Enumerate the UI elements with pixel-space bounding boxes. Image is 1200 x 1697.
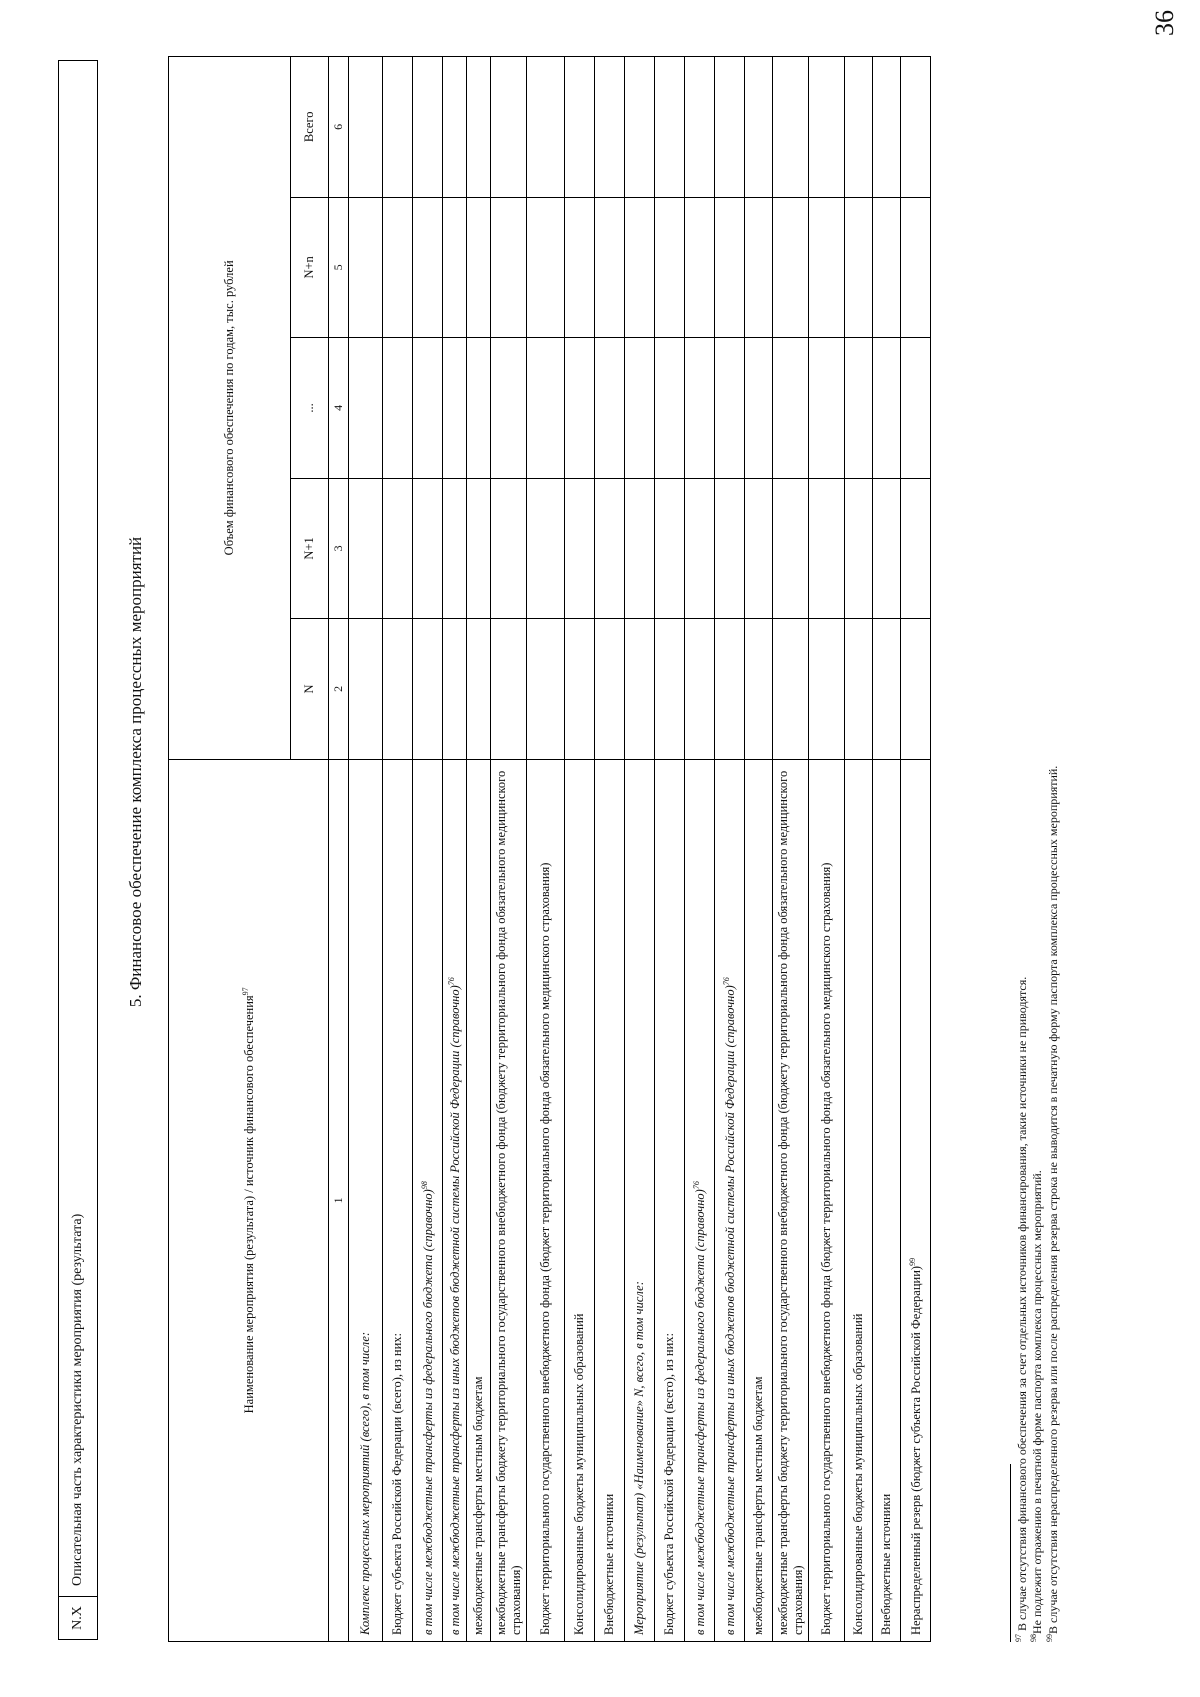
value-cell[interactable] xyxy=(901,197,931,338)
footnote-ref: 99 xyxy=(907,1257,917,1266)
row-label-text: Комплекс процессных мероприятий (всего), в том числе: xyxy=(358,1331,373,1635)
col-number: 2 xyxy=(329,619,349,760)
value-cell[interactable] xyxy=(845,197,873,338)
section-title: 5. Финансовое обеспечение комплекса процессных мероприятий xyxy=(126,536,145,1008)
value-cell[interactable] xyxy=(349,619,383,760)
value-cell[interactable] xyxy=(873,197,901,338)
row-label-text: межбюджетные трансферты бюджету территориального государственного внебюджетного фонда (бюджету территориального фонда обязательного медицинского страхования) xyxy=(776,770,805,1635)
year-header-n: N xyxy=(291,619,329,760)
footnote-ref: 97 xyxy=(240,987,250,996)
value-cell[interactable] xyxy=(565,57,595,198)
value-cell[interactable] xyxy=(715,619,745,760)
value-cell[interactable] xyxy=(383,197,413,338)
value-cell[interactable] xyxy=(413,197,443,338)
row-label xyxy=(443,759,467,1641)
year-header-ellipsis: ... xyxy=(291,338,329,479)
table-row xyxy=(655,57,685,1642)
value-cell[interactable] xyxy=(349,57,383,198)
value-cell[interactable] xyxy=(625,57,655,198)
value-cell[interactable] xyxy=(443,57,467,198)
row-label xyxy=(349,759,383,1641)
header-name-cell xyxy=(169,759,329,1641)
row-label xyxy=(715,759,745,1641)
value-cell[interactable] xyxy=(565,197,595,338)
table-row xyxy=(773,57,809,1642)
row-label-text: Внебюджетные источники xyxy=(602,1493,617,1635)
value-cell[interactable] xyxy=(873,57,901,198)
measure-description-box xyxy=(58,60,98,1640)
row-label-text: в том числе межбюджетные трансферты из федерального бюджета (справочно) xyxy=(420,1189,435,1635)
value-cell[interactable] xyxy=(467,57,491,198)
value-cell[interactable] xyxy=(491,619,527,760)
row-label xyxy=(491,759,527,1641)
footnote-number: 98 xyxy=(1029,1634,1039,1642)
row-label-text: Нераспределенный резерв (бюджет субъекта Российской Федерации) xyxy=(908,1265,923,1635)
value-cell[interactable] xyxy=(625,338,655,479)
row-label-text: межбюджетные трансферты местным бюджетам xyxy=(751,1376,766,1635)
row-label-text: Бюджет субъекта Российской Федерации (всего), из них: xyxy=(390,1332,405,1635)
value-cell[interactable] xyxy=(773,478,809,619)
value-cell[interactable] xyxy=(715,197,745,338)
value-cell[interactable] xyxy=(655,57,685,198)
row-label xyxy=(845,759,873,1641)
table-row xyxy=(413,57,443,1642)
header-volume-cell: Объем финансового обеспечения по годам, тыс. рублей xyxy=(169,57,291,760)
value-cell[interactable] xyxy=(773,619,809,760)
value-cell[interactable] xyxy=(527,57,565,198)
value-cell[interactable] xyxy=(527,338,565,479)
value-cell[interactable] xyxy=(873,338,901,479)
table-row xyxy=(565,57,595,1642)
value-cell[interactable] xyxy=(413,478,443,619)
value-cell[interactable] xyxy=(773,197,809,338)
footnote-number: 97 xyxy=(1014,1634,1023,1642)
table-row xyxy=(809,57,845,1642)
footnote-separator xyxy=(1010,1464,1011,1642)
footnote-99 xyxy=(1045,82,1060,1642)
value-cell[interactable] xyxy=(745,57,773,198)
value-cell[interactable] xyxy=(443,619,467,760)
row-label xyxy=(625,759,655,1641)
value-cell[interactable] xyxy=(383,338,413,479)
footnote-ref: 76 xyxy=(721,977,731,986)
value-cell[interactable] xyxy=(809,338,845,479)
value-cell[interactable] xyxy=(685,338,715,479)
header-name-text: Наименование мероприятия (результата) / источник финансового обеспечения xyxy=(241,995,256,1414)
row-label-text: Бюджет территориального государственного внебюджетного фонда (бюджет территориального фонда обязательного медицинского страхования) xyxy=(538,862,553,1635)
row-label xyxy=(655,759,685,1641)
table-row xyxy=(685,57,715,1642)
value-cell[interactable] xyxy=(595,338,625,479)
measure-number-cell: N.X xyxy=(59,1596,97,1639)
row-label xyxy=(745,759,773,1641)
value-cell[interactable] xyxy=(873,478,901,619)
value-cell[interactable] xyxy=(349,197,383,338)
row-label-text: в том числе межбюджетные трансферты из иных бюджетов бюджетной системы Российской Федерации (справочно) xyxy=(447,985,462,1635)
row-label-text: межбюджетные трансферты местным бюджетам xyxy=(471,1376,486,1635)
table-row xyxy=(715,57,745,1642)
row-label xyxy=(467,759,491,1641)
value-cell[interactable] xyxy=(349,478,383,619)
value-cell[interactable] xyxy=(625,197,655,338)
value-cell[interactable] xyxy=(413,57,443,198)
col-number: 5 xyxy=(329,197,349,338)
value-cell[interactable] xyxy=(685,197,715,338)
value-cell[interactable] xyxy=(595,57,625,198)
value-cell[interactable] xyxy=(443,478,467,619)
financing-table xyxy=(168,56,931,1642)
value-cell[interactable] xyxy=(625,619,655,760)
table-row xyxy=(527,57,565,1642)
footnote-text: В случае отсутствия нераспределенного резерва или после распределения резерва строка не выводится в печатную форму паспорта комплекса процессных мероприятий. xyxy=(1045,765,1060,1634)
col-number: 4 xyxy=(329,338,349,479)
value-cell[interactable] xyxy=(467,478,491,619)
value-cell[interactable] xyxy=(565,338,595,479)
row-label-text: Внебюджетные источники xyxy=(879,1493,894,1635)
row-label xyxy=(901,759,931,1641)
value-cell[interactable] xyxy=(685,478,715,619)
value-cell[interactable] xyxy=(901,338,931,479)
value-cell[interactable] xyxy=(527,478,565,619)
value-cell[interactable] xyxy=(655,197,685,338)
value-cell[interactable] xyxy=(383,57,413,198)
footnote-text: Не подлежит отражению в печатной форме паспорта комплекса процессных мероприятий. xyxy=(1030,1170,1045,1634)
value-cell[interactable] xyxy=(685,57,715,198)
landscape-page xyxy=(48,72,1128,1672)
row-label xyxy=(383,759,413,1641)
value-cell[interactable] xyxy=(773,57,809,198)
value-cell[interactable] xyxy=(809,619,845,760)
value-cell[interactable] xyxy=(491,338,527,479)
col-number: 3 xyxy=(329,478,349,619)
value-cell[interactable] xyxy=(901,57,931,198)
table-row xyxy=(625,57,655,1642)
table-row xyxy=(443,57,467,1642)
col-number: 6 xyxy=(329,57,349,198)
table-row xyxy=(745,57,773,1642)
value-cell[interactable] xyxy=(745,338,773,479)
value-cell[interactable] xyxy=(383,619,413,760)
footnote-text: В случае отсутствия финансового обеспечения за счет отдельных источников финансирования, такие источники не приводятся. xyxy=(1015,976,1029,1634)
row-label-text: Мероприятие (результат) «Наименование» N, всего, в том числе: xyxy=(632,1281,647,1635)
value-cell[interactable] xyxy=(443,338,467,479)
value-cell[interactable] xyxy=(773,338,809,479)
value-cell[interactable] xyxy=(595,478,625,619)
value-cell[interactable] xyxy=(845,57,873,198)
row-label xyxy=(565,759,595,1641)
table-row xyxy=(383,57,413,1642)
table-row xyxy=(845,57,873,1642)
year-header-n-plus-n: N+n xyxy=(291,197,329,338)
value-cell[interactable] xyxy=(655,338,685,479)
footnote-ref: 76 xyxy=(446,977,456,986)
page-number: 36 xyxy=(1150,10,1179,36)
value-cell[interactable] xyxy=(565,619,595,760)
value-cell[interactable] xyxy=(467,197,491,338)
value-cell[interactable] xyxy=(715,478,745,619)
financing-table-body xyxy=(349,57,931,1642)
value-cell[interactable] xyxy=(809,478,845,619)
row-label xyxy=(527,759,565,1641)
table-row xyxy=(901,57,931,1642)
table-row xyxy=(467,57,491,1642)
value-cell[interactable] xyxy=(349,338,383,479)
value-cell[interactable] xyxy=(565,478,595,619)
row-label xyxy=(595,759,625,1641)
value-cell[interactable] xyxy=(809,197,845,338)
row-label-text: в том числе межбюджетные трансферты из федерального бюджета (справочно) xyxy=(692,1189,707,1635)
footnote-ref: 98 xyxy=(419,1181,429,1190)
table-row xyxy=(491,57,527,1642)
footnote-ref: 76 xyxy=(691,1181,701,1190)
row-label-text: межбюджетные трансферты бюджету территориального государственного внебюджетного фонда (бюджету территориального фонда обязательного медицинского страхования) xyxy=(494,770,523,1635)
col-number: 1 xyxy=(329,759,349,1641)
value-cell[interactable] xyxy=(845,619,873,760)
row-label-text: Консолидированные бюджеты муниципальных образований xyxy=(572,1313,587,1635)
footnote-number: 99 xyxy=(1044,1634,1054,1642)
value-cell[interactable] xyxy=(527,197,565,338)
value-cell[interactable] xyxy=(745,197,773,338)
measure-description-cell: Описательная часть характеристики мероприятия (результата) xyxy=(70,1213,85,1586)
value-cell[interactable] xyxy=(901,619,931,760)
row-label xyxy=(873,759,901,1641)
value-cell[interactable] xyxy=(491,57,527,198)
value-cell[interactable] xyxy=(467,338,491,479)
value-cell[interactable] xyxy=(873,619,901,760)
table-row xyxy=(873,57,901,1642)
row-label-text: Бюджет территориального государственного внебюджетного фонда (бюджет территориального фонда обязательного медицинского страхования) xyxy=(819,862,834,1635)
row-label xyxy=(413,759,443,1641)
value-cell[interactable] xyxy=(595,619,625,760)
value-cell[interactable] xyxy=(745,478,773,619)
value-cell[interactable] xyxy=(845,478,873,619)
row-label xyxy=(685,759,715,1641)
value-cell[interactable] xyxy=(383,478,413,619)
value-cell[interactable] xyxy=(595,197,625,338)
row-label xyxy=(773,759,809,1641)
value-cell[interactable] xyxy=(809,57,845,198)
value-cell[interactable] xyxy=(491,197,527,338)
value-cell[interactable] xyxy=(715,338,745,479)
value-cell[interactable] xyxy=(845,338,873,479)
table-row xyxy=(595,57,625,1642)
value-cell[interactable] xyxy=(491,478,527,619)
value-cell[interactable] xyxy=(625,478,655,619)
row-label-text: Бюджет субъекта Российской Федерации (всего), из них: xyxy=(662,1332,677,1635)
row-label-text: в том числе межбюджетные трансферты из иных бюджетов бюджетной системы Российской Федерации (справочно) xyxy=(722,985,737,1635)
year-header-total: Всего xyxy=(291,57,329,198)
value-cell[interactable] xyxy=(745,619,773,760)
value-cell[interactable] xyxy=(655,478,685,619)
value-cell[interactable] xyxy=(443,197,467,338)
year-header-n-plus-1: N+1 xyxy=(291,478,329,619)
value-cell[interactable] xyxy=(715,57,745,198)
footnote-98 xyxy=(1029,82,1044,1642)
value-cell[interactable] xyxy=(527,619,565,760)
value-cell[interactable] xyxy=(413,619,443,760)
value-cell[interactable] xyxy=(467,619,491,760)
value-cell[interactable] xyxy=(413,338,443,479)
footnotes xyxy=(1014,82,1060,1642)
table-row xyxy=(349,57,383,1642)
value-cell[interactable] xyxy=(685,619,715,760)
row-label-text: Консолидированные бюджеты муниципальных образований xyxy=(851,1313,866,1635)
value-cell[interactable] xyxy=(901,478,931,619)
value-cell[interactable] xyxy=(655,619,685,760)
row-label xyxy=(809,759,845,1641)
footnote-97 xyxy=(1014,82,1029,1642)
